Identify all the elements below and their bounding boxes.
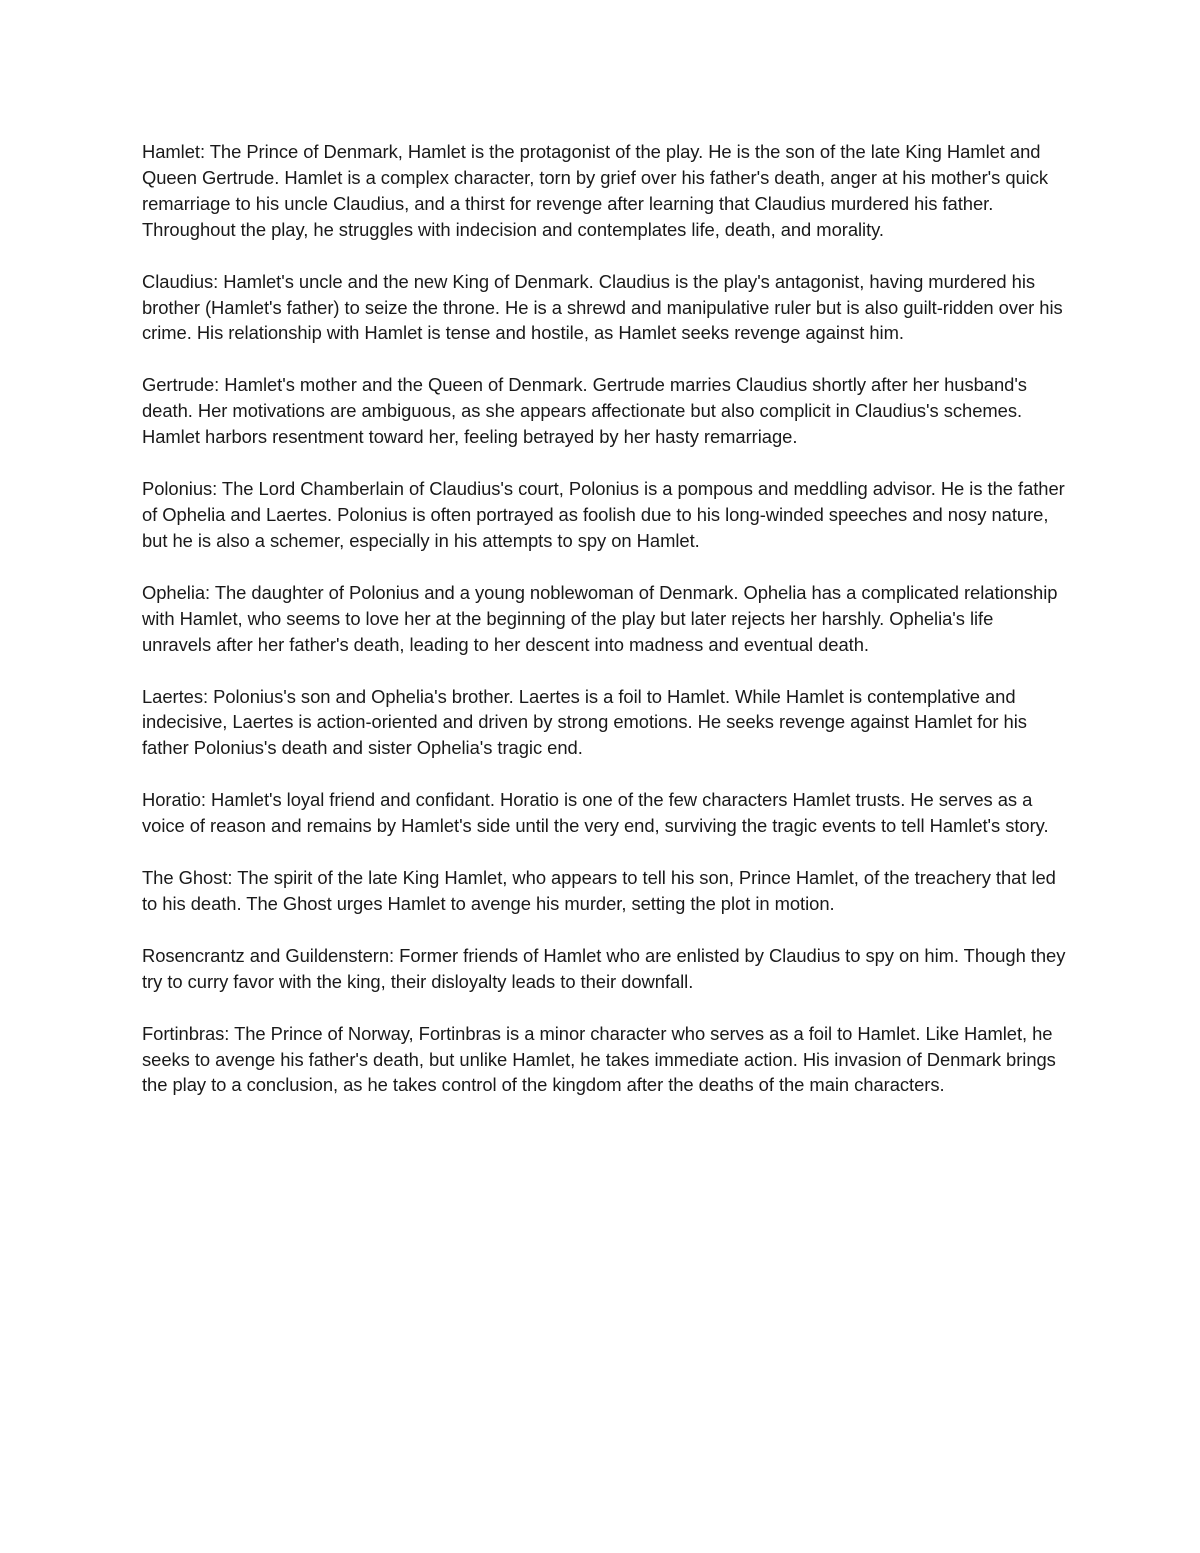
paragraph-ghost: The Ghost: The spirit of the late King Hamlet, who appears to tell his son, Prince Hamlet, of the treachery that led to his death. The Ghost urges Hamlet to avenge his murder, setting the plot in motion. xyxy=(142,867,1056,914)
paragraph-gertrude: Gertrude: Hamlet's mother and the Queen of Denmark. Gertrude marries Claudius shortly after her husband's death. Her motivations are ambiguous, as she appears affectionate but also complicit in Claudius's schemes. Hamlet harbors resentment toward her, feeling betrayed by her hasty remarriage. xyxy=(142,374,1027,448)
paragraph-horatio: Horatio: Hamlet's loyal friend and confidant. Horatio is one of the few characters Hamlet trusts. He serves as a voice of reason and remains by Hamlet's side until the very end, surviving the tragic events to tell Hamlet's story. xyxy=(142,789,1049,837)
paragraph-hamlet: Hamlet: The Prince of Denmark, Hamlet is the protagonist of the play. He is the son of the late King Hamlet and Queen Gertrude. Hamlet is a complex character, torn by grief over his father's death, anger at his mother's quick remarriage to his uncle Claudius, and a thirst for revenge after learning that Claudius murdered his father. Throughout the play, he struggles with indecision and contemplates life, death, and morality. xyxy=(142,141,1049,240)
paragraph-laertes: Laertes: Polonius's son and Ophelia's brother. Laertes is a foil to Hamlet. While Hamlet is contemplative and indecisive, Laertes is action-oriented and driven by strong emotions. He seeks revenge against Hamlet for his father Polonius's death and sister Ophelia's tragic end. xyxy=(142,685,1027,759)
paragraph-rosencrantz-guildenstern: Rosencrantz and Guildenstern: Former friends of Hamlet who are enlisted by Claudius to spy on him. Though they try to curry favor with the king, their disloyalty leads to their downfall. xyxy=(142,944,1066,992)
document-body xyxy=(142,139,1067,1124)
paragraph-ophelia: Ophelia: The daughter of Polonius and a young noblewoman of Denmark. Ophelia has a complicated relationship with Hamlet, who seems to love her at the beginning of the play but later rejects her harshly. Ophelia's life unravels after her father's death, leading to her descent into madness and eventual death. xyxy=(142,581,1058,655)
paragraph-fortinbras: Fortinbras: The Prince of Norway, Fortinbras is a minor character who serves as a foil to Hamlet. Like Hamlet, he seeks to avenge his father's death, but unlike Hamlet, he takes immediate action. His invasion of Denmark brings the play to a conclusion, as he takes control of the kingdom after the deaths of the main characters. xyxy=(142,1022,1056,1096)
paragraph-polonius: Polonius: The Lord Chamberlain of Claudius's court, Polonius is a pompous and meddling advisor. He is the father of Ophelia and Laertes. Polonius is often portrayed as foolish due to his long-winded speeches and nosy nature, but he is also a schemer, especially in his attempts to spy on Hamlet. xyxy=(142,478,1065,551)
paragraph-claudius: Claudius: Hamlet's uncle and the new King of Denmark. Claudius is the play's antagonist, having murdered his brother (Hamlet's father) to seize the throne. He is a shrewd and manipulative ruler but is also guilt-ridden over his crime. His relationship with Hamlet is tense and hostile, as Hamlet seeks revenge against him. xyxy=(142,270,1063,344)
